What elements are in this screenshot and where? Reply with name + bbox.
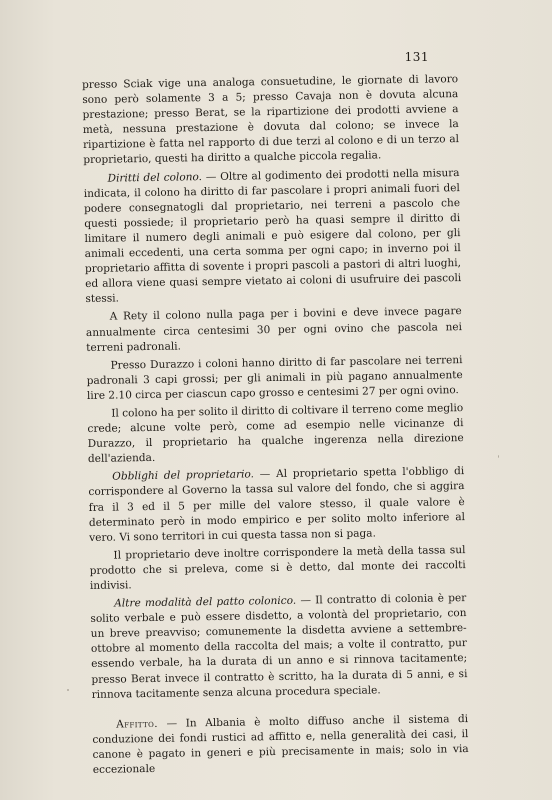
paragraph (83, 166, 461, 308)
paragraph-text: — Oltre al godimento dei prodotti nella misura indicata, il colono ha diritto di far pascolare i propri animali fuori del podere consegnatogli dal proprietario, nei terreni a pascolo che questi possiede; il proprietario però ha quasi sempre il diritto di limitare il numero degli animali e può esigere dal colono, per gli animali eccedenti, una certa somma per ogni capo; in inverno poi il proprietario affitta di sovente i propri pascoli a pastori di altri luoghi, ed allora viene quasi sempre vietato ai coloni di usufruire dei pascoli stessi. (83, 166, 462, 306)
paragraph (90, 591, 468, 703)
paragraph-text: — Il contratto di colonia è per solito verbale e può essere disdetto, a volontà del proprietario, con un breve preavviso; comunemente la disdetta avviene a settembre-ottobre al momento della raccolta del mais; a volte il contratto, pur essendo verbale, ha la durata di un anno e si rinnova tacitamente; presso Berat invece il contratto è scritto, ha la durata di 5 anni, e si rinnova tacitamente senza alcuna procedura speciale. (90, 592, 468, 701)
page-body (82, 72, 469, 778)
paragraph-text: A Rety il colono nulla paga per i bovini e deve invece pagare annualmente circa centesimi 30 per ogni ovino che pascola nei terreni padronali. (85, 305, 463, 354)
paragraph (88, 464, 465, 545)
page-number: 131 (404, 50, 429, 64)
section-paragraph (92, 712, 469, 778)
paragraph (89, 543, 466, 594)
paper-speck (498, 455, 499, 458)
section-heading: Affitto. (116, 717, 159, 731)
paragraph (86, 304, 463, 355)
paragraph (87, 401, 464, 467)
paragraph-text: presso Sciak vige una analoga consuetudine, le giornate di lavoro sono però solamente 3 a 5; presso Cavaja non è dovuta alcuna prestazione; presso Berat, se la ripartizione dei prodotti avviene a metà, nessuna prestazione è dovuta dal colono; se invece la ripartizione è fatta nel rapporto di due terzi al colono e di un terzo al proprietario, questi ha diritto a qualche piccola regalia. (82, 73, 460, 167)
paragraph (86, 353, 463, 404)
section-text: — In Albania è molto diffuso anche il sistema di conduzione dei fondi rustici ad affitto e, nella generalità dei casi, il canone è pagato in generi e più precisamente in mais; solo in via eccezionale (92, 712, 469, 776)
paragraph-text: Presso Durazzo i coloni hanno diritto di far pascolare nei terreni padronali 3 capi grossi; per gli animali in più pagano annualmente lire 2.10 circa per ciascun capo grosso e centesimi 27 per ogni ovino. (86, 353, 463, 402)
paragraph-text: Il colono ha per solito il diritto di coltivare il terreno come meglio crede; alcune volte però, come ad esempio nelle vicinanze di Durazzo, il proprietario ha qualche ingerenza nella direzione dell'azienda. (87, 402, 464, 466)
paragraph-text: — Al proprietario spetta l'obbligo di corrispondere al Governo la tassa sul valore del fondo, che si aggira fra il 3 ed il 5 per mille del valore stesso, il quale valore è determinato però in modo empirico e per solito molto inferiore al vero. Vi sono territori in cui questa tassa non si paga. (88, 465, 466, 544)
paragraph-lead: Altre modalità del patto colonico. (114, 594, 297, 610)
paragraph-lead: Diritti del colono. (107, 170, 203, 185)
paper-speck (67, 689, 69, 691)
paragraph-lead: Obblighi del proprietario. (112, 468, 255, 483)
paragraph-text: Il proprietario deve inoltre corrispondere la metà della tassa sul prodotto che si preleva, come si è detto, dal monte dei raccolti indivisi. (89, 543, 466, 592)
paragraph (82, 72, 459, 168)
